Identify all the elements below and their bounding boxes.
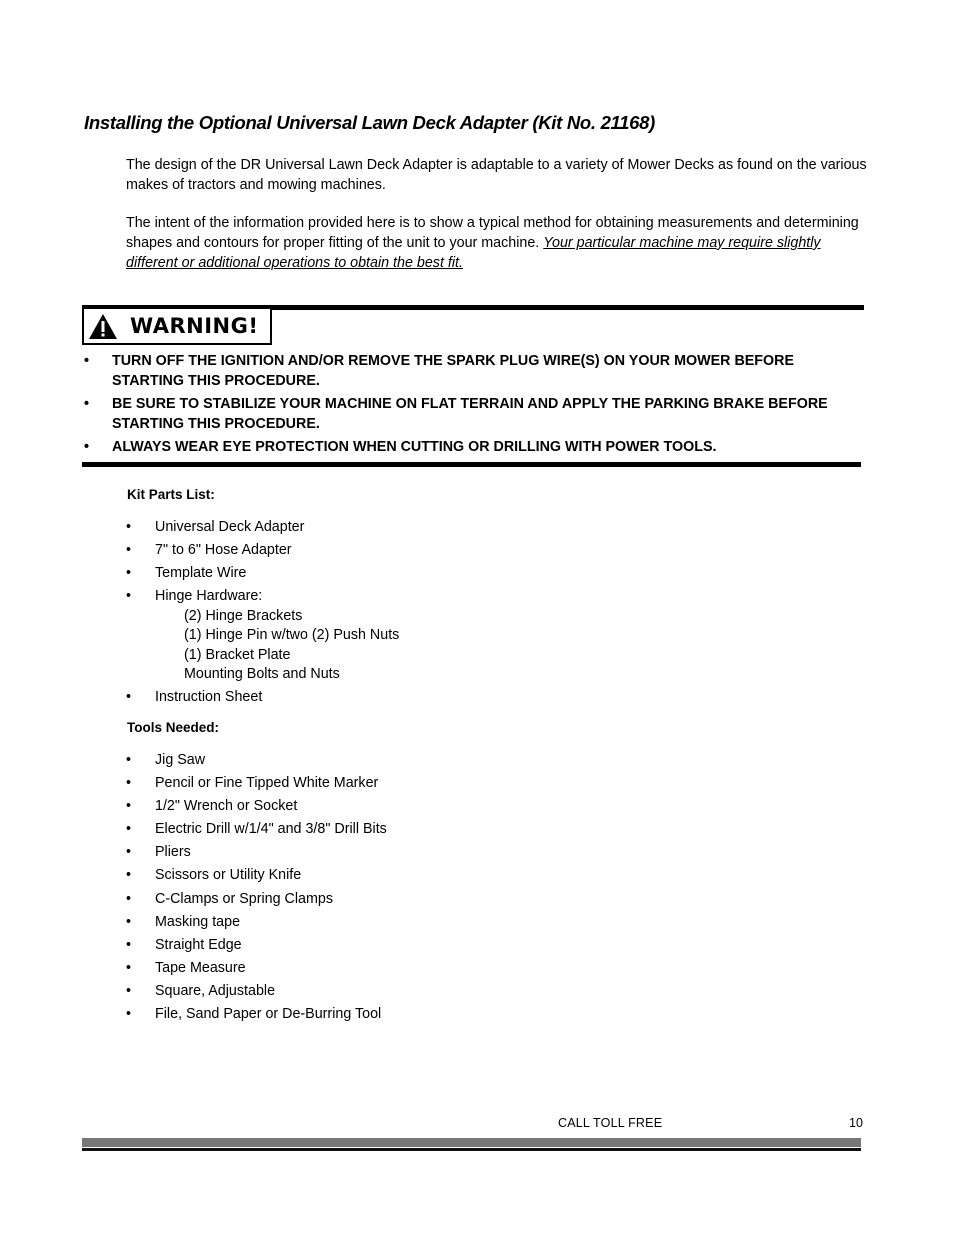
warning-item — [82, 394, 864, 434]
list-item-text: Pencil or Fine Tipped White Marker — [155, 775, 379, 792]
hinge-sub-item: (1) Hinge Pin w/two (2) Push Nuts — [184, 627, 400, 644]
list-item-text: Electric Drill w/1/4" and 3/8" Drill Bits — [155, 821, 387, 838]
tools-list — [126, 751, 387, 1028]
intro-paragraph-2-text: The intent of the information provided here is to show a typical method for obtaining measurements and determining shapes and contours for proper fitting of the unit to your machine. — [126, 215, 859, 251]
list-item-text: Universal Deck Adapter — [155, 519, 305, 535]
warning-bottom-rule — [82, 462, 861, 467]
list-item-text: Template Wire — [155, 565, 247, 582]
list-item — [126, 820, 387, 840]
intro-paragraph-2-emphasis: Your particular machine may require slightly different or additional operations to obtain the best fit. — [126, 235, 821, 271]
warning-label: WARNING! — [130, 314, 259, 338]
warning-item-text: BE SURE TO STABILIZE YOUR MACHINE ON FLAT TERRAIN AND APPLY THE PARKING BRAKE BEFORE STARTING THIS PROCEDURE. — [112, 396, 828, 432]
footer-rule-thin — [82, 1148, 861, 1151]
bullet: • — [126, 542, 132, 559]
list-item — [126, 1005, 387, 1025]
list-item-text: Instruction Sheet — [155, 689, 263, 706]
bullet: • — [84, 353, 90, 369]
bullet: • — [84, 396, 90, 412]
list-item — [126, 890, 387, 910]
hinge-sub-item: (2) Hinge Brackets — [184, 607, 303, 624]
list-item-text: Tape Measure — [155, 959, 246, 976]
list-item — [126, 587, 399, 685]
list-item-text: 1/2" Wrench or Socket — [155, 798, 298, 815]
list-item-text: Pliers — [155, 844, 191, 861]
hinge-sub-item: (1) Bracket Plate — [184, 646, 291, 663]
bullet: • — [126, 936, 132, 953]
intro-paragraph-1: The design of the DR Universal Lawn Deck Adapter is adaptable to a variety of Mower Decks as found on the various makes of tractors and mowing machines. — [126, 157, 867, 193]
footer-rule — [82, 1138, 861, 1147]
list-item-text: 7" to 6" Hose Adapter — [155, 542, 292, 559]
intro-paragraph-2 — [126, 213, 871, 273]
tools-title: Tools Needed: — [127, 720, 220, 735]
list-item — [126, 751, 387, 771]
bullet: • — [126, 689, 132, 706]
list-item-text: Hinge Hardware: — [155, 588, 263, 605]
bullet: • — [126, 821, 132, 838]
list-item — [126, 959, 387, 979]
bullet: • — [126, 982, 132, 999]
list-item-text: Straight Edge — [155, 936, 242, 953]
bullet: • — [126, 588, 132, 605]
bullet: • — [126, 867, 132, 884]
bullet: • — [126, 890, 132, 907]
warning-triangle-icon — [84, 309, 122, 343]
list-item — [126, 936, 387, 956]
bullet: • — [126, 519, 132, 535]
footer-call-toll-free: CALL TOLL FREE — [558, 1116, 663, 1130]
bullet: • — [126, 798, 132, 815]
warning-item — [82, 437, 864, 457]
list-item-text: C-Clamps or Spring Clamps — [155, 890, 333, 907]
list-item — [126, 541, 399, 561]
bullet: • — [126, 565, 132, 582]
list-item-text: File, Sand Paper or De-Burring Tool — [155, 1006, 382, 1023]
bullet: • — [126, 959, 132, 976]
warning-item — [82, 351, 864, 391]
bullet: • — [126, 1006, 132, 1023]
list-item — [126, 843, 387, 863]
warning-item-text: TURN OFF THE IGNITION AND/OR REMOVE THE SPARK PLUG WIRE(S) ON YOUR MOWER BEFORE STARTING THIS PROCEDURE. — [112, 353, 795, 389]
kit-parts-list — [126, 518, 399, 711]
list-item — [126, 797, 387, 817]
list-item — [126, 688, 399, 708]
page-number: 10 — [849, 1116, 863, 1130]
list-item — [126, 866, 387, 886]
section-heading: Installing the Optional Universal Lawn Deck Adapter (Kit No. 21168) — [84, 112, 655, 133]
bullet: • — [126, 913, 132, 930]
warning-list — [82, 351, 864, 460]
warning-banner — [82, 309, 272, 345]
list-item-text: Masking tape — [155, 913, 241, 930]
list-item-text: Scissors or Utility Knife — [155, 867, 302, 884]
bullet: • — [84, 439, 90, 455]
list-item-text: Square, Adjustable — [155, 982, 276, 999]
bullet: • — [126, 775, 132, 792]
list-item — [126, 774, 387, 794]
list-item — [126, 982, 387, 1002]
list-item — [126, 518, 399, 538]
list-item — [126, 913, 387, 933]
kit-parts-title: Kit Parts List: — [127, 487, 215, 502]
bullet: • — [126, 752, 132, 768]
list-item — [126, 564, 399, 584]
warning-item-text: ALWAYS WEAR EYE PROTECTION WHEN CUTTING OR DRILLING WITH POWER TOOLS. — [112, 439, 717, 455]
hinge-sub-item: Mounting Bolts and Nuts — [184, 666, 340, 683]
list-item-text: Jig Saw — [155, 752, 206, 768]
bullet: • — [126, 844, 132, 861]
